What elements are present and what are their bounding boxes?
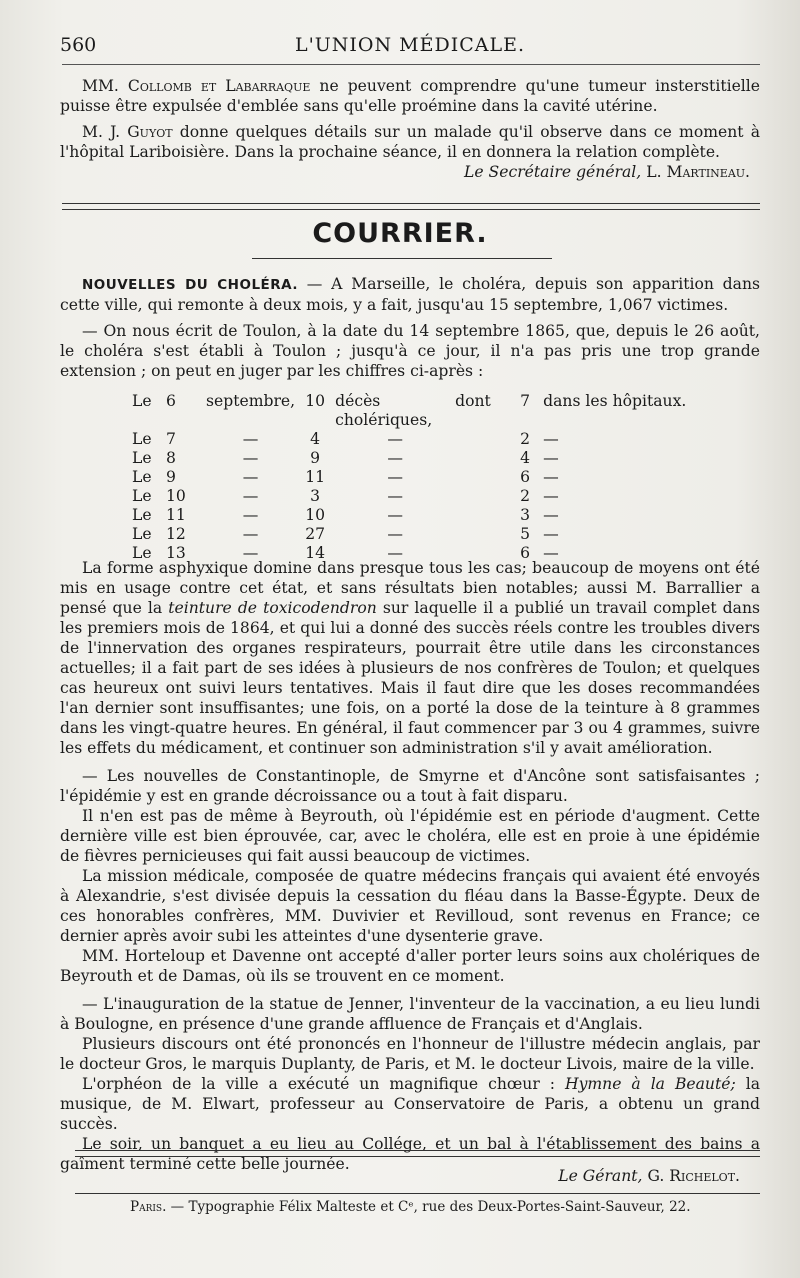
row-dash: — [543,525,559,543]
minutes-paragraph-1 [60,76,760,116]
paragraph-text: L'orphéon de la ville a exécuté un magnifique chœur : [82,1075,565,1093]
paragraph-toxicodendron [60,558,760,758]
row-le: Le [132,392,152,410]
row-hospital: 3 [520,506,531,524]
cholera-news [60,274,760,381]
signature-role: Le Secrétaire général, [464,163,642,181]
cholera-table [132,392,686,563]
row-dash: — [387,487,403,505]
hymn-title: Hymne à la Beauté; [564,1075,736,1093]
row-deaths: 10 [305,506,326,524]
row-dash: — [242,525,259,543]
table-row [132,392,686,430]
row-le: Le [132,468,152,486]
row-day: 7 [166,430,176,448]
secretary-signature [60,162,760,182]
gerant-role: Le Gérant, [558,1167,643,1185]
row-dash: — [543,468,559,486]
paragraph-levant: — Les nouvelles de Constantinople, de Smyrne et d'Ancône sont satisfaisantes ; l'épidémie y est en grande décroissance ou a tout à fait disparu. [60,767,760,805]
minutes-text-1: ne peuvent comprendre qu'une tumeur insterstitielle puisse être expulsée d'emblée sans qu'elle proémine dans la cavité utérine. [60,77,760,115]
row-day: 13 [166,544,186,562]
row-hospital: 6 [520,468,531,486]
row-dash: — [543,506,559,524]
minutes-name-2: M. J. Guyot [82,123,173,141]
row-le: Le [132,525,152,543]
paragraph-banquet: Le soir, un banquet a eu lieu au Collége, et un bal à l'établissement des bains a gaîment terminé cette belle journée. [60,1135,760,1173]
row-day: 11 [166,506,186,524]
row-hospital: 7 [520,392,531,410]
row-le: Le [132,487,152,505]
row-dash: — [242,506,259,524]
paragraph-text: La forme asphyxique domine dans presque tous les cas; beaucoup de moyens ont été mis en usage contre cet état, et sans résultats bien notables; aussi M. Barrallier a pensé que la [60,559,760,617]
table-row [132,449,686,468]
row-dash: — [242,468,259,486]
row-deaths: 3 [310,487,321,505]
row-dash: — [543,544,559,562]
page-header [60,30,760,62]
row-dash: — [387,506,403,524]
row-hospital: 2 [520,487,531,505]
row-month: septembre, [206,392,296,410]
row-dash: — [242,487,259,505]
footer-rule [75,1193,760,1194]
imprint-text: — Typographie Félix Malteste et Cᵉ, rue des Deux-Portes-Saint-Sauveur, 22. [166,1199,691,1215]
section-divider [62,203,760,210]
row-dash: — [543,430,559,448]
row-le: Le [132,430,152,448]
news-paragraph-2: — On nous écrit de Toulon, à la date du 14 septembre 1865, que, depuis le 26 août, le choléra s'est établi à Toulon ; jusqu'à ce jour, il n'a pas pris une trop grande extension ; on peut en juger par les chiffres ci-après : [60,322,760,380]
row-dash: — [387,525,403,543]
row-le: Le [132,506,152,524]
society-minutes [60,76,760,182]
row-dont: dont [455,392,491,410]
title-underline [252,258,552,259]
row-deaths: 27 [305,525,326,543]
table-row [132,430,686,449]
row-le: Le [132,544,152,562]
row-day: 8 [166,449,176,467]
paragraph-orpheon [60,1074,760,1134]
gerant-signature [558,1167,740,1185]
row-day: 12 [166,525,186,543]
paragraph-text: sur laquelle il a publié un travail complet dans les premiers mois de 1864, et qui lui a donné des succès réels contre les troubles divers de l'innervation des organes respirateurs, pourrait être utile dans les circonstances actuelles; il a fait part de ses idées à plusieurs de nos confrères de Toulon; et quelques cas heureux ont suivi leurs tentatives. Mais il faut dire que les doses recommandées l'an dernier sont insuffisantes; une fois, on a porté la dose de la teinture à 8 grammes dans les vingt-quatre heures. En général, il faut commencer par 3 ou 4 grammes, suivre les effets du médicament, et continuer son administration s'il y avait amélioration. [60,599,760,757]
row-deaths: 9 [310,449,321,467]
footer-rule [75,1156,760,1157]
row-dash: — [387,430,403,448]
paragraph-mission: La mission médicale, composée de quatre médecins français qui avaient été envoyés à Alexandrie, s'est divisée depuis la cessation du fléau dans la Basse-Égypte. Deux de ces honorables confrères, MM. Duvivier et Revilloud, sont revenus en France; ce dernier après avoir subi les atteintes d'une dysenterie grave. [60,867,760,945]
paragraph-horteloup: MM. Horteloup et Davenne ont accepté d'aller porter leurs soins aux cholériques de Beyrouth et de Damas, où ils se trouvent en ce moment. [60,947,760,985]
paragraph-beyrouth: Il n'en est pas de même à Beyrouth, où l'épidémie est en période d'augment. Cette dernière ville est bien éprouvée, car, avec le choléra, elle est en proie à une épidémie de fièvres pernicieuses qui fait aussi beaucoup de victimes. [60,807,760,865]
row-day: 9 [166,468,176,486]
paragraph-jenner: — L'inauguration de la statue de Jenner, l'inventeur de la vaccination, a eu lieu lundi à Boulogne, en présence d'une grande affluence de Français et d'Anglais. [60,995,760,1033]
row-hospital: 6 [520,544,531,562]
row-deaths: 11 [305,468,326,486]
row-dash: — [387,449,403,467]
news-text-1: — A Marseille, le choléra, depuis son apparition dans cette ville, qui remonte à deux mois, y a fait, jusqu'au 15 septembre, 1,067 victimes. [60,275,760,314]
row-deaths: 14 [305,544,326,562]
header-rule [62,64,760,65]
row-dash: — [242,544,259,562]
paragraph-discours: Plusieurs discours ont été prononcés en l'honneur de l'illustre médecin anglais, par le docteur Gros, le marquis Duplanty, de Paris, et M. le docteur Livois, maire de la ville. [60,1035,760,1073]
imprint-city: Paris. [130,1199,167,1215]
row-day: 10 [166,487,186,505]
row-hospital: 4 [520,449,531,467]
row-dash: — [543,449,559,467]
news-label: NOUVELLES DU CHOLÉRA. [82,277,299,293]
minutes-paragraph-2 [60,122,760,162]
row-dash: — [387,544,403,562]
minutes-names-1: MM. Collomb et Labarraque [82,77,311,95]
table-row [132,487,686,506]
printer-imprint [130,1199,691,1215]
minutes-text-2: donne quelques détails sur un malade qu'il observe dans ce moment à l'hôpital Lariboisière. Dans la prochaine séance, il en donnera la relation complète. [60,123,760,161]
table-row [132,506,686,525]
row-day: 6 [166,392,176,410]
news-paragraph-1 [60,274,760,315]
row-label: décès cholériques, [335,392,433,429]
table-row [132,468,686,487]
paragraph-text: la musique, de M. Elwart, professeur au Conservatoire de Paris, a obtenu un grand succès. [60,1075,760,1133]
section-title: COURRIER. [312,218,488,249]
row-dash: — [387,468,403,486]
row-tail: dans les hôpitaux. [543,392,687,410]
page-number: 560 [60,34,97,56]
gerant-name: G. Richelot. [647,1167,740,1185]
row-dash: — [242,430,259,448]
row-dash: — [543,487,559,505]
row-dash: — [242,449,259,467]
table-row [132,525,686,544]
signature-name: L. Martineau. [646,163,750,181]
row-deaths: 4 [310,430,321,448]
remedy-name: teinture de toxicodendron [168,599,377,617]
running-title: L'UNION MÉDICALE. [294,34,526,56]
row-hospital: 5 [520,525,531,543]
row-hospital: 2 [520,430,531,448]
footer-rule [75,1150,760,1151]
row-le: Le [132,449,152,467]
article-body [60,558,760,1174]
row-deaths: 10 [305,392,326,410]
